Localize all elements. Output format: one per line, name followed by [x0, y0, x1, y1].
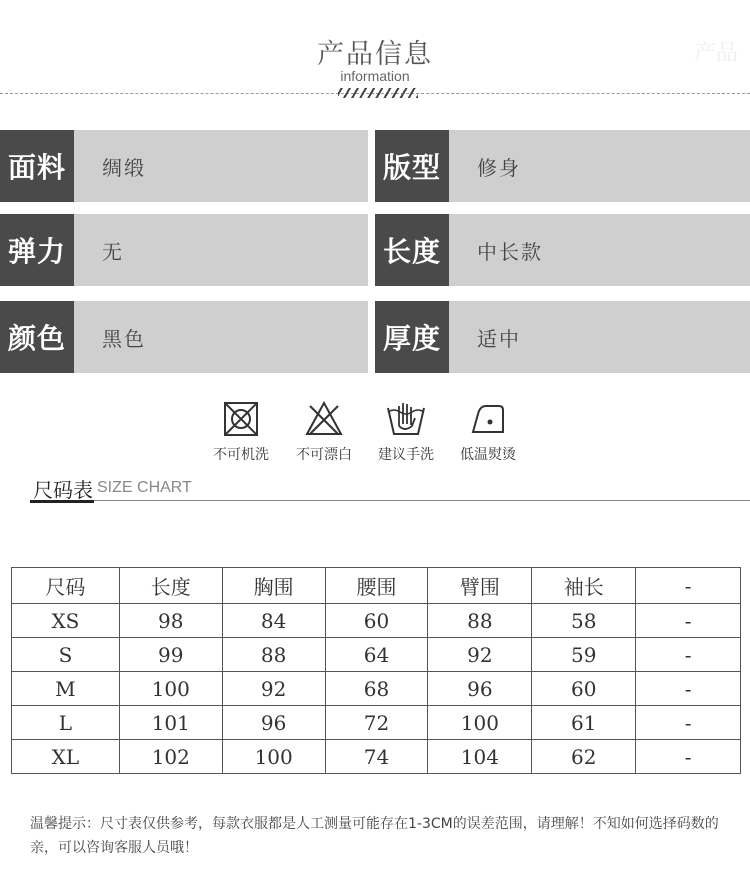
header-hatch-decoration	[338, 88, 418, 98]
table-cell: 102	[119, 740, 222, 774]
no-machine-wash-icon	[222, 400, 260, 438]
table-cell: 99	[119, 638, 222, 672]
table-cell: 92	[222, 672, 325, 706]
table-row	[12, 638, 741, 672]
table-cell: 100	[428, 706, 532, 740]
care-item	[453, 400, 523, 464]
table-cell: 98	[119, 604, 222, 638]
table-cell: 88	[222, 638, 325, 672]
attribute-value: 黑色	[74, 301, 368, 373]
attribute-label: 长度	[375, 214, 449, 286]
table-cell: -	[636, 740, 741, 774]
table-cell: -	[636, 604, 741, 638]
table-cell: 96	[222, 706, 325, 740]
care-label: 不可机洗	[213, 447, 269, 463]
attribute-row	[0, 301, 750, 373]
table-cell: 72	[325, 706, 428, 740]
ghost-title: 产品	[694, 41, 739, 66]
table-cell: 101	[119, 706, 222, 740]
table-cell: 104	[428, 740, 532, 774]
table-header-row	[12, 568, 741, 604]
table-cell: 88	[428, 604, 532, 638]
column-header: 袖长	[532, 568, 636, 604]
table-cell: 92	[428, 638, 532, 672]
table-cell: 61	[532, 706, 636, 740]
table-row	[12, 604, 741, 638]
size-chart-title: 尺码表	[33, 478, 93, 502]
table-cell: 100	[119, 672, 222, 706]
no-bleach-icon	[304, 400, 344, 438]
table-cell: 58	[532, 604, 636, 638]
table-cell: -	[636, 706, 741, 740]
attribute-value: 修身	[449, 130, 750, 202]
size-chart-subtitle: SIZE CHART	[97, 479, 192, 496]
attribute-row	[0, 130, 750, 202]
attribute-label: 颜色	[0, 301, 74, 373]
table-cell: 59	[532, 638, 636, 672]
care-item	[371, 400, 441, 464]
care-item	[206, 400, 276, 464]
column-header: 臂围	[428, 568, 532, 604]
size-table	[11, 567, 741, 774]
table-cell: 62	[532, 740, 636, 774]
size-note: 温馨提示：尺寸表仅供参考，每款衣服都是人工测量可能存在1-3CM的误差范围，请理解！不知如何选择码数的亲，可以咨询客服人员哦！	[30, 816, 719, 856]
attribute-value: 绸缎	[74, 130, 368, 202]
attribute-value: 适中	[449, 301, 750, 373]
care-label: 建议手洗	[378, 447, 434, 463]
size-chart-accent-line	[30, 500, 94, 503]
page-title: 产品信息	[317, 39, 433, 70]
hand-wash-icon	[385, 400, 427, 438]
care-item	[289, 400, 359, 464]
table-cell: M	[12, 672, 120, 706]
table-cell: 60	[532, 672, 636, 706]
care-label: 不可漂白	[296, 447, 352, 463]
table-cell: S	[12, 638, 120, 672]
table-cell: XS	[12, 604, 120, 638]
table-cell: 96	[428, 672, 532, 706]
table-cell: -	[636, 638, 741, 672]
low-iron-icon	[468, 400, 508, 438]
attribute-label: 厚度	[375, 301, 449, 373]
table-row	[12, 706, 741, 740]
attribute-value: 中长款	[449, 214, 750, 286]
table-cell: -	[636, 672, 741, 706]
attribute-label: 面料	[0, 130, 74, 202]
page-subtitle: information	[340, 68, 410, 84]
column-header: -	[636, 568, 741, 604]
table-cell: 74	[325, 740, 428, 774]
table-row	[12, 740, 741, 774]
table-cell: L	[12, 706, 120, 740]
table-cell: 84	[222, 604, 325, 638]
size-chart-divider	[30, 500, 750, 501]
column-header: 胸围	[222, 568, 325, 604]
table-cell: 68	[325, 672, 428, 706]
column-header: 腰围	[325, 568, 428, 604]
care-label: 低温熨烫	[460, 447, 516, 463]
column-header: 长度	[119, 568, 222, 604]
attribute-label: 版型	[375, 130, 449, 202]
attribute-value: 无	[74, 214, 368, 286]
table-cell: 64	[325, 638, 428, 672]
attribute-row	[0, 214, 750, 286]
table-cell: XL	[12, 740, 120, 774]
table-cell: 60	[325, 604, 428, 638]
table-row	[12, 672, 741, 706]
attribute-label: 弹力	[0, 214, 74, 286]
column-header: 尺码	[12, 568, 120, 604]
table-cell: 100	[222, 740, 325, 774]
